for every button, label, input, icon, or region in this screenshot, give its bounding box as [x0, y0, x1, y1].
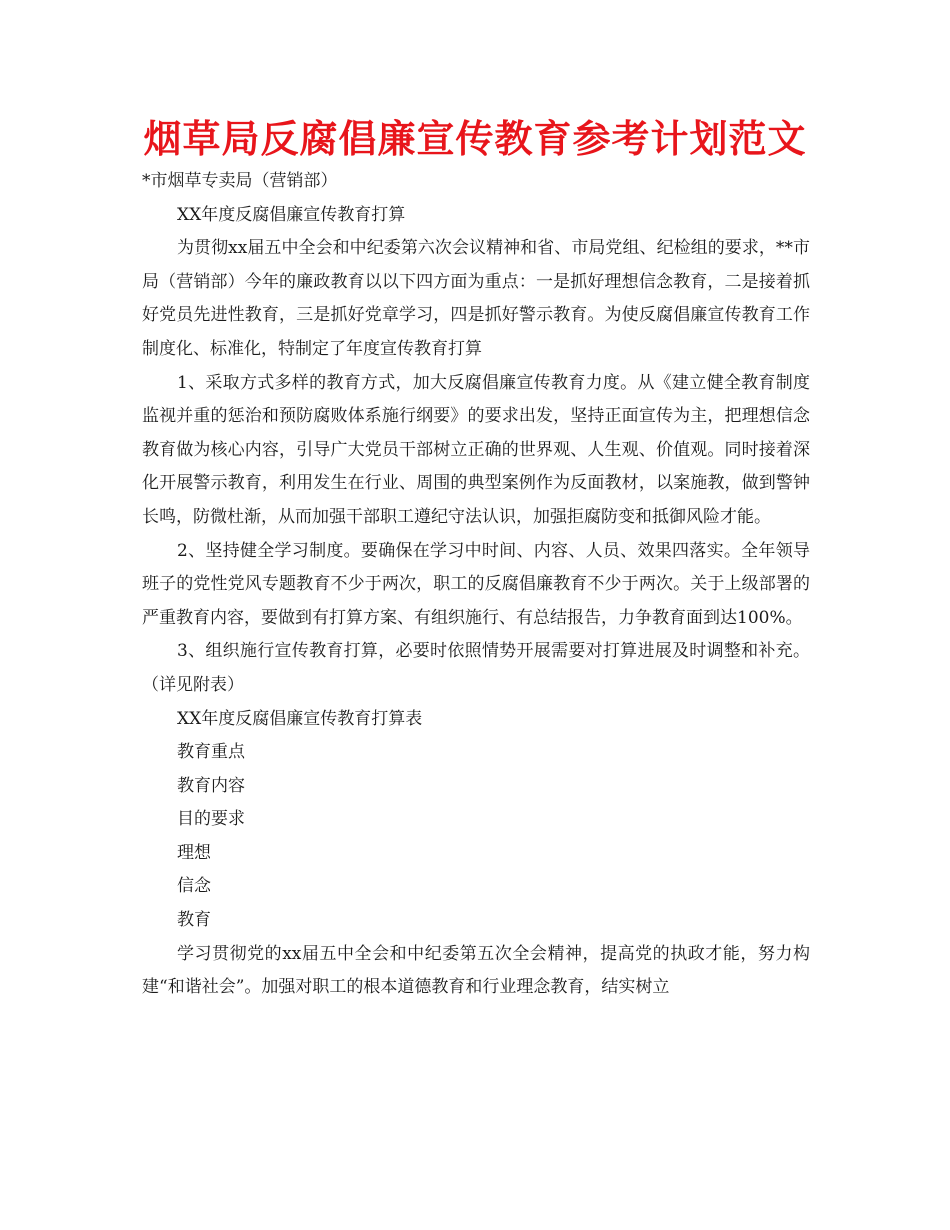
item-2-paragraph: 2、坚持健全学习制度。要确保在学习中时间、内容、人员、效果四落实。全年领导班子的党性党风专题教育不少于两次，职工的反腐倡廉教育不少于两次。关于上级部署的严重教育内容，要做到有打算方案、有组织施行、有总结报告，力争教育面到达100%。	[142, 540, 810, 628]
intro-paragraph: 为贯彻xx届五中全会和中纪委第六次会议精神和省、市局党组、纪检组的要求，**市局（营销部）今年的廉政教育以以下四方面为重点：一是抓好理想信念教育，二是接着抓好党员先进性教育，三是抓好党章学习，四是抓好警示教育。为使反腐倡廉宣传教育工作制度化、标准化，特制定了年度宣传教育打算	[142, 238, 810, 359]
table-cell-line: 信念	[177, 876, 211, 897]
item-1-paragraph: 1、采取方式多样的教育方式，加大反腐倡廉宣传教育力度。从《建立健全教育制度监视并重的惩治和预防腐败体系施行纲要》的要求出发，坚持正面宣传为主，把理想信念教育做为核心内容，引导广大党员干部树立正确的世界观、人生观、价值观。同时接着深化开展警示教育，利用发生在行业、周围的典型案例作为反面教材，以案施教，做到警钟长鸣，防微杜渐，从而加强干部职工遵纪守法认识，加强拒腐防变和抵御风险才能。	[142, 372, 810, 527]
table-header-content: 教育内容	[177, 775, 245, 796]
document-title: 烟草局反腐倡廉宣传教育参考计划范文	[143, 117, 807, 161]
table-header-goal: 目的要求	[177, 809, 245, 830]
table-title: XX年度反腐倡廉宣传教育打算表	[177, 708, 423, 729]
table-header-focus: 教育重点	[177, 742, 245, 763]
document-body	[142, 165, 810, 1005]
plan-heading: XX年度反腐倡廉宣传教育打算	[177, 204, 406, 225]
table-cell-line: 教育	[177, 910, 211, 931]
item-3-paragraph: 3、组织施行宣传教育打算，必要时依照情势开展需要对打算进展及时调整和补充。（详见附表）	[142, 641, 810, 695]
org-line: *市烟草专卖局（营销部）	[142, 171, 338, 191]
table-cell-line: 理想	[177, 842, 211, 863]
table-cell-content: 学习贯彻党的xx届五中全会和中纪委第五次全会精神，提高党的执政才能，努力构建“和谐社会”。加强对职工的根本道德教育和行业理念教育，结实树立	[142, 943, 810, 998]
